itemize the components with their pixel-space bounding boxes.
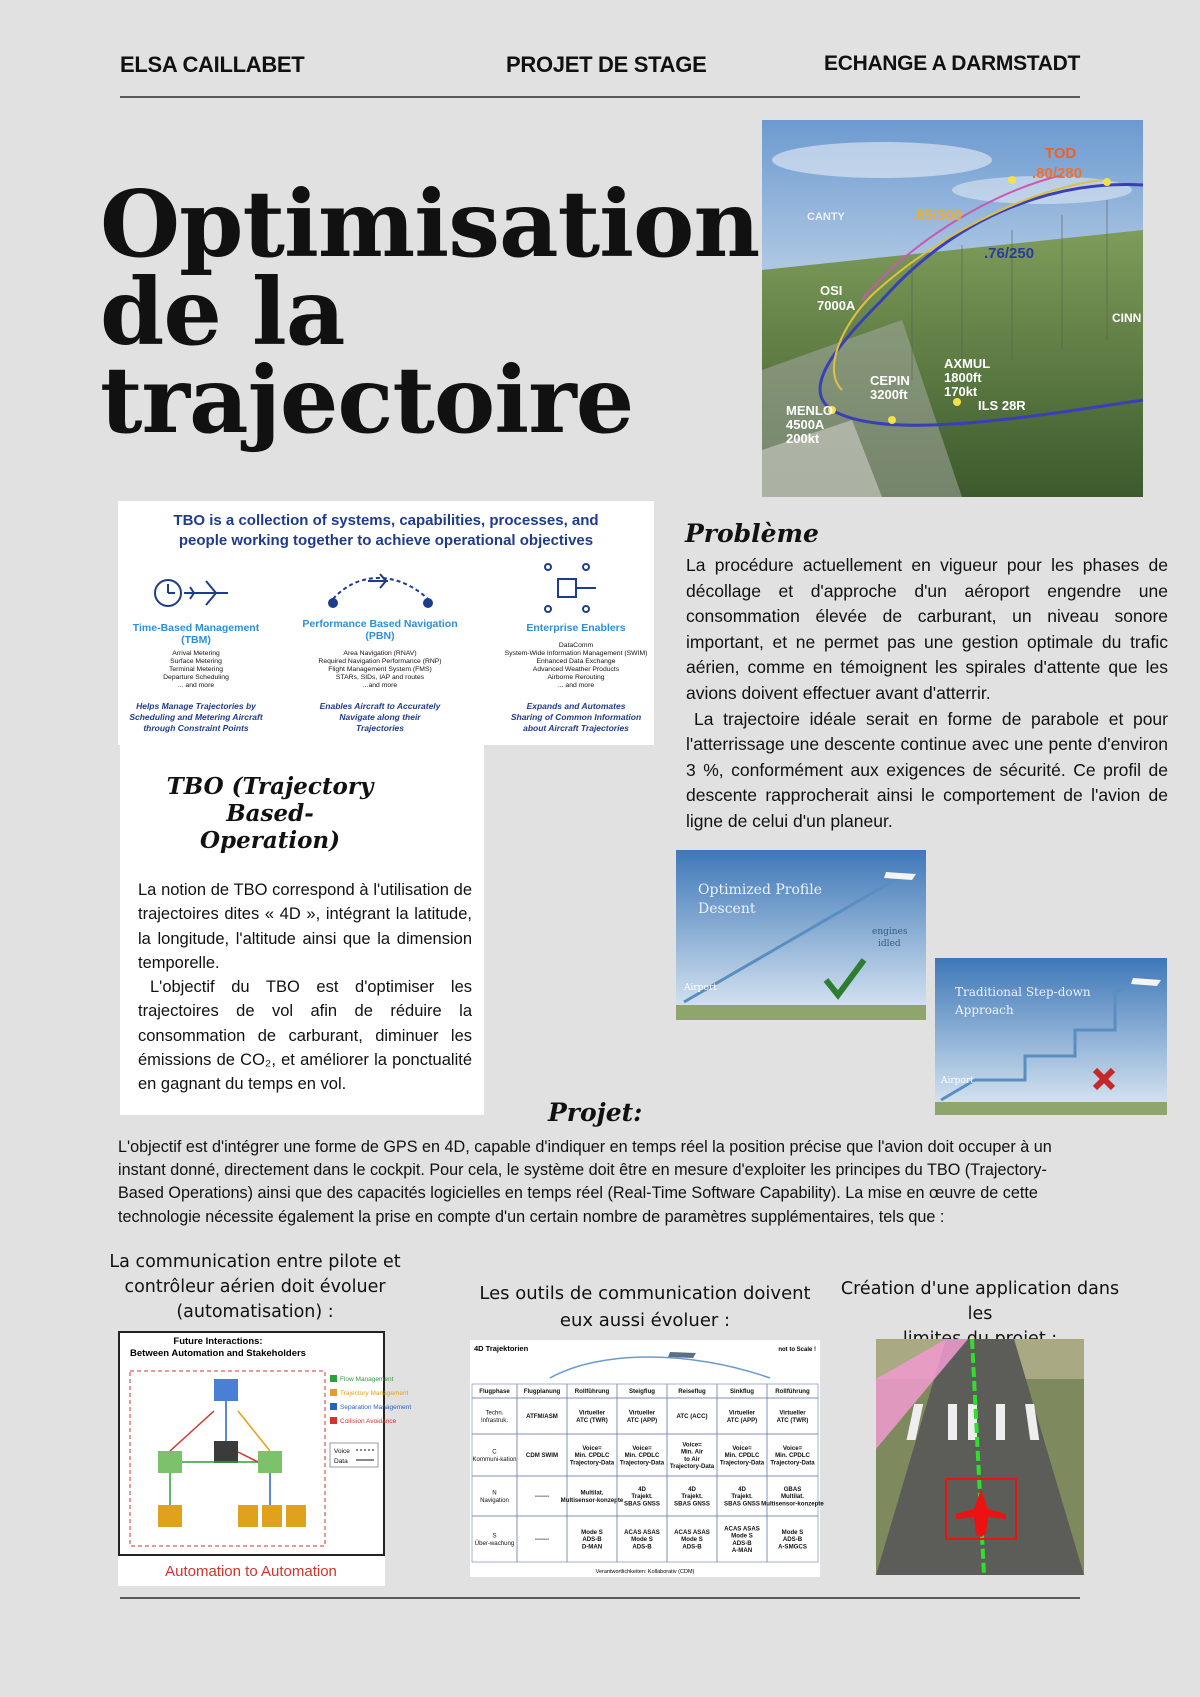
probleme-paragraph-1: La procédure actuellement en vigueur pour les phases de décollage et d'approche d'un aéroport engendre une consommation élevée de carburant, un niveau sonore important, et ne permet pas une gestion optimale du trafic aérien, comme en témoignent les spirales d'attente que les avions doivent effectuer avant d'atterrir. xyxy=(686,555,1168,703)
tbm-footer: Helps Manage Trajectories by xyxy=(136,701,256,711)
enablers-item: System-Wide Information Management (SWIM) xyxy=(504,650,648,657)
optimized-airport: Airport xyxy=(684,983,717,993)
table-cell: Trajekt. xyxy=(731,1493,753,1501)
table-cell: Mode S xyxy=(681,1536,703,1544)
table-cell: Min. CPDLC xyxy=(775,1452,810,1460)
table-cell: GBAS xyxy=(783,1486,802,1493)
tbo-heading-line: Based- xyxy=(226,800,314,827)
table-cell: Virtueller xyxy=(578,1409,606,1417)
enablers-item: DataComm xyxy=(558,642,594,649)
table-title: 4D Trajektorien xyxy=(474,1344,529,1353)
table-cell: ADS-B xyxy=(732,1539,752,1547)
caption-line: eux aussi évoluer : xyxy=(559,1310,731,1331)
tbo-heading-line: TBO (Trajectory xyxy=(166,773,374,800)
table-cell: ATC (APP) xyxy=(626,1416,658,1424)
runway-app-image xyxy=(876,1339,1084,1575)
airplane-icon xyxy=(668,1352,696,1358)
caption-tools xyxy=(465,1280,825,1334)
approach-trajectory-image xyxy=(762,120,1143,497)
approach-label: .85/300 xyxy=(912,207,963,224)
table-cell: 4D xyxy=(688,1486,696,1493)
table-cell: ACAS ASAS xyxy=(624,1529,660,1536)
table-cell: Techn. xyxy=(485,1409,504,1417)
caption-communication xyxy=(105,1250,405,1325)
pbn-footer: Trajectories xyxy=(355,723,405,733)
operator-node xyxy=(262,1505,282,1527)
enablers-item: Enhanced Data Exchange xyxy=(536,658,616,665)
table-cell: CDM SWIM xyxy=(525,1452,559,1460)
table-header: Rollführung xyxy=(574,1388,610,1396)
table-cell: ADS-B xyxy=(782,1536,803,1544)
table-cell: Virtueller xyxy=(779,1409,806,1417)
table-cell: Mode S xyxy=(581,1529,603,1536)
table-cell: Multilat. xyxy=(580,1489,604,1497)
table-header: Sinkflug xyxy=(729,1388,755,1396)
legend-data: Data xyxy=(334,1458,348,1465)
table-cell: ------- xyxy=(534,1493,550,1501)
projet-paragraph: L'objectif est d'intégrer une forme de GPS en 4D, capable d'indiquer en temps réel la position précise que l'avion doit occuper à un instant donné, directement dans le cockpit. Pour cela, le système doit être en mesure d'exploiter les principes du TBO (Trajectory-Based Operations) ainsi que des capacités logicielles en temps réel (Real-Time Software Capability). La mise en œuvre de cette technologie nécessite également la prise en compte d'un certain nombre de paramètres supplémentaires, tels que : xyxy=(118,1138,1052,1226)
table-cell: ATC (APP) xyxy=(726,1416,758,1424)
approach-label: 1800ft xyxy=(944,370,982,385)
optimized-descent-image xyxy=(676,850,926,1020)
legend-item: Separation Management xyxy=(340,1404,412,1411)
table-cell: 4D xyxy=(638,1486,646,1493)
table-header: Flugplanung xyxy=(523,1388,561,1396)
pbn-item: Area Navigation (RNAV) xyxy=(343,650,417,657)
table-cell: Multisensor-konzepte xyxy=(560,1496,624,1504)
tbm-item: ... and more xyxy=(177,682,215,689)
tbo-paragraph-2: L'objectif du TBO est d'optimiser les trajectoires de vol afin de réduire la consommation de carburant, diminuer les émissions de CO₂, et améliorer la ponctualité en gagnant du temps en vol. xyxy=(138,978,472,1094)
pbn-item: Flight Management System (FMS) xyxy=(328,666,432,673)
header-project: PROJET DE STAGE xyxy=(506,52,707,77)
approach-label: AXMUL xyxy=(944,356,991,371)
table-cell: Voice= xyxy=(682,1441,702,1449)
diagram-title: Between Automation and Stakeholders xyxy=(130,1348,306,1359)
pbn-footer: Enables Aircraft to Accurately xyxy=(319,701,441,711)
approach-label: 7000A xyxy=(817,298,856,313)
table-cell: Voice= xyxy=(732,1445,752,1452)
table-cell: Mode S xyxy=(631,1536,653,1544)
tbm-item: Surface Metering xyxy=(170,658,222,665)
table-cell: ADS-B xyxy=(682,1543,702,1551)
table-cell: Trajekt. xyxy=(631,1493,653,1501)
table-cell: N xyxy=(492,1489,497,1497)
header-divider xyxy=(120,96,1080,98)
legend-item: Flow Management xyxy=(340,1376,394,1383)
approach-label: CINN xyxy=(1112,311,1142,325)
enablers-footer: about Aircraft Trajectories xyxy=(523,723,629,733)
clock-airplane-icon xyxy=(155,580,228,606)
tbo-section xyxy=(120,745,484,1115)
tbm-item: Departure Scheduling xyxy=(163,674,229,681)
pbn-item: ...and more xyxy=(362,682,398,689)
legend-item: Trajectory Management xyxy=(340,1390,409,1397)
table-cell: Voice= xyxy=(782,1445,803,1452)
tbo-headline-1: TBO is a collection of systems, capabilities, processes, and xyxy=(173,512,599,529)
enablers-footer: Sharing of Common Information xyxy=(510,712,642,722)
tbm-subtitle: (TBM) xyxy=(181,634,211,646)
table-cell: Voice= xyxy=(632,1445,652,1452)
table-header: Flugphase xyxy=(479,1388,510,1396)
approach-label: CEPIN xyxy=(870,373,910,388)
approach-label: 3200ft xyxy=(870,387,908,402)
automation-diagram xyxy=(118,1331,412,1586)
approach-label: 200kt xyxy=(786,431,820,446)
table-cell: Virtueller xyxy=(628,1409,656,1417)
operator-node xyxy=(238,1505,258,1527)
table-cell: Trajectory-Data xyxy=(669,1463,715,1470)
table-cell: Mode S xyxy=(731,1532,753,1540)
table-cell: S xyxy=(492,1532,497,1540)
traditional-airport: Airport xyxy=(941,1076,974,1086)
table-cell: ATC (TWR) xyxy=(576,1416,608,1424)
table-cell: Mode S xyxy=(781,1529,804,1536)
optimized-title: Optimized Profile xyxy=(698,882,823,898)
4d-trajectory-table xyxy=(470,1340,824,1577)
table-cell: Kommuni-kation xyxy=(472,1455,517,1463)
caption-line: contrôleur aérien doit évoluer xyxy=(124,1277,386,1297)
tbo-overview-graphic xyxy=(118,501,654,745)
optimized-note: idled xyxy=(878,939,901,949)
pbn-item: STARs, SIDs, IAP and routes xyxy=(335,674,425,681)
table-cell: SBAS GNSS xyxy=(674,1500,710,1508)
table-cell: ACAS ASAS xyxy=(674,1529,710,1536)
approach-label: CANTY xyxy=(807,211,845,223)
footer-divider xyxy=(120,1597,1080,1599)
approach-label: .80/280 xyxy=(1032,165,1083,182)
tbo-headline-2: people working together to achieve operational objectives xyxy=(178,532,594,549)
caption-line: Les outils de communication doivent xyxy=(479,1283,811,1304)
approach-label: .76/250 xyxy=(984,245,1035,262)
table-cell: Min. CPDLC xyxy=(724,1452,760,1460)
approach-label: TOD xyxy=(1045,145,1077,162)
ground-node xyxy=(258,1451,282,1473)
traditional-approach-image xyxy=(935,958,1167,1115)
tbm-item: Terminal Metering xyxy=(168,666,224,673)
network-cube-icon xyxy=(545,564,596,612)
tbm-footer: Scheduling and Metering Aircraft xyxy=(129,712,263,722)
caption-line: La communication entre pilote et xyxy=(109,1252,401,1272)
table-cell: Multisensor-konzepte xyxy=(761,1500,824,1508)
operator-node xyxy=(286,1505,306,1527)
route-airplane-icon xyxy=(329,574,432,607)
table-cell: Multilat. xyxy=(780,1493,805,1501)
tbm-title: Time-Based Management xyxy=(132,622,260,634)
enablers-footer: Expands and Automates xyxy=(526,701,626,711)
caption-line: Création d'une application dans les xyxy=(840,1279,1120,1324)
table-cell: Voice= xyxy=(582,1445,602,1452)
title-line-3: trajectoire xyxy=(100,346,634,454)
header-exchange: ECHANGE A DARMSTADT xyxy=(824,52,1081,75)
probleme-paragraph-2: La trajectoire idéale serait en forme de parabole et pour l'atterrissage une descente continue avec une pente d'environ 3 %, conformément aux exigences de sécurité. Ce profil de descente rapprocherait ainsi le comportement de l'avion de ligne de celui d'un planeur. xyxy=(686,708,1168,831)
table-header: Rollführung xyxy=(775,1388,810,1396)
title-line-2: de la xyxy=(100,258,345,366)
tbm-footer: through Constraint Points xyxy=(143,723,249,733)
enablers-item: Advanced Weather Products xyxy=(532,666,620,673)
tbo-heading xyxy=(120,773,420,854)
tbo-heading-line: Operation) xyxy=(199,827,341,854)
approach-label: ILS 28R xyxy=(978,398,1026,413)
legend-voice: Voice xyxy=(334,1448,350,1455)
diagram-title: Future Interactions: xyxy=(173,1336,263,1347)
header-author: ELSA CAILLABET xyxy=(120,52,305,77)
legend-item: Collision Avoidance xyxy=(340,1418,397,1425)
traditional-title: Traditional Step-down xyxy=(955,985,1091,999)
pbn-item: Required Navigation Performance (RNP) xyxy=(318,658,442,665)
table-cell: SBAS GNSS xyxy=(624,1500,660,1508)
table-cell: Infrastruk. xyxy=(480,1416,509,1424)
pbn-subtitle: (PBN) xyxy=(365,630,395,642)
table-cell: D-MAN xyxy=(581,1543,603,1551)
table-cell: Trajekt. xyxy=(681,1493,703,1501)
table-cell: ATC (TWR) xyxy=(776,1416,809,1424)
table-cell: to Air xyxy=(684,1455,700,1463)
table-cell: Min. Air xyxy=(680,1448,704,1456)
table-scale-note: not to Scale ! xyxy=(778,1347,816,1353)
table-header: Steigflug xyxy=(628,1388,656,1396)
table-cell: Trajectory-Data xyxy=(719,1459,765,1467)
table-cell: ACAS ASAS xyxy=(724,1525,760,1533)
tbo-paragraph-1: La notion de TBO correspond à l'utilisation de trajectoires dites « 4D », intégrant la latitude, la longitude, l'altitude ainsi que la dimension temporelle. xyxy=(138,881,472,972)
table-cell: Min. CPDLC xyxy=(574,1452,610,1460)
table-cell: SBAS GNSS xyxy=(724,1500,760,1508)
enablers-item: ... and more xyxy=(557,682,595,689)
table-cell: Min. CPDLC xyxy=(624,1452,660,1460)
optimized-note: engines xyxy=(872,927,908,937)
airline-node xyxy=(158,1451,182,1473)
table-cell: A-MAN xyxy=(731,1547,753,1554)
approach-label: 170kt xyxy=(944,384,978,399)
approach-label: 4500A xyxy=(786,417,825,432)
tbm-item: Arrival Metering xyxy=(172,650,220,657)
traditional-title: Approach xyxy=(955,1003,1014,1017)
table-footer: Verantwortlichkeiten: Kollaborativ (CDM) xyxy=(595,1569,695,1575)
optimized-title: Descent xyxy=(698,901,756,917)
table-cell: C xyxy=(492,1448,497,1456)
enablers-title: Enterprise Enablers xyxy=(526,622,626,634)
page-title xyxy=(100,170,760,454)
pbn-title: Performance Based Navigation xyxy=(302,618,458,630)
atc-node xyxy=(214,1441,238,1463)
table-cell: A-SMGCS xyxy=(778,1543,807,1551)
table-cell: ADS-B xyxy=(632,1543,652,1551)
table-cell: ADS-B xyxy=(582,1536,602,1544)
pbn-footer: Navigate along their xyxy=(339,712,421,722)
approach-label: OSI xyxy=(820,283,843,298)
approach-label: MENLO xyxy=(786,403,833,418)
table-cell: Trajectory-Data xyxy=(569,1459,615,1467)
table-cell: 4D xyxy=(738,1486,746,1493)
table-cell: ATC (ACC) xyxy=(676,1413,708,1421)
table-cell: Navigation xyxy=(480,1496,509,1504)
table-header: Reiseflug xyxy=(678,1388,706,1396)
table-cell: ------- xyxy=(534,1536,550,1544)
automation-footer: Automation to Automation xyxy=(165,1563,337,1580)
table-cell: ATFM/ASM xyxy=(526,1413,558,1421)
table-cell: Trajectory-Data xyxy=(770,1459,815,1467)
title-line-1: Optimisation xyxy=(100,170,760,278)
caption-line: (automatisation) : xyxy=(176,1302,334,1322)
table-cell: Virtueller xyxy=(728,1409,756,1417)
probleme-heading: Problème xyxy=(685,519,819,548)
projet-heading: Projet: xyxy=(548,1098,643,1127)
table-cell: Über-wachung xyxy=(474,1539,515,1547)
flight-deck-node xyxy=(214,1379,238,1401)
table-cell: Trajectory-Data xyxy=(619,1459,665,1467)
operator-node xyxy=(158,1505,182,1527)
enablers-item: Airborne Rerouting xyxy=(547,674,605,681)
